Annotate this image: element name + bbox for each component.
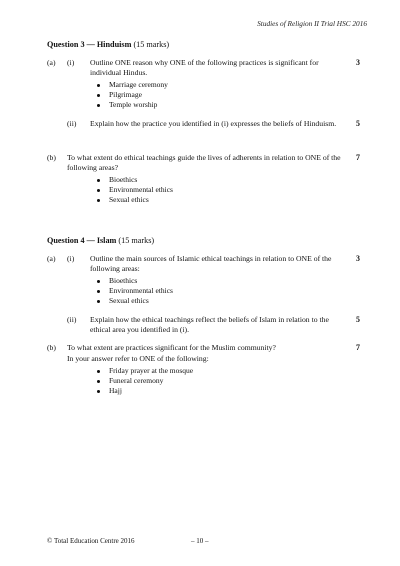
q4-a-ii-mark: 5 [356, 315, 360, 324]
list-item: Temple worship [96, 100, 168, 110]
q4-part-b-label: (b) [47, 343, 56, 352]
q3-a-ii-mark: 5 [356, 119, 360, 128]
list-item: Environmental ethics [96, 185, 173, 195]
list-item: Environmental ethics [96, 286, 173, 296]
q4-a-i-label: (i) [67, 254, 75, 263]
q4-a-i-text: Outline the main sources of Islamic ethical teachings in relation to ONE of the following areas: [90, 254, 332, 274]
q3-b-text: To what extent do ethical teachings guide the lives of adherents in relation to ONE of the following areas? [67, 153, 341, 173]
list-item: Bioethics [96, 175, 173, 185]
question-3-title: Question 3 — Hinduism [47, 40, 132, 49]
question-4-marks: (15 marks) [118, 236, 155, 245]
list-item: Marriage ceremony [96, 80, 168, 90]
q3-a-i-text: Outline ONE reason why ONE of the following practices is significant for individual Hindus. [90, 58, 319, 78]
list-item: Sexual ethics [96, 195, 173, 205]
q4-b-mark: 7 [356, 343, 360, 352]
list-item: Friday prayer at the mosque [96, 366, 193, 376]
page-number: – 10 – [191, 537, 209, 545]
q4-a-i-mark: 3 [356, 254, 360, 263]
q3-part-a-label: (a) [47, 58, 56, 67]
list-item: Hajj [96, 386, 193, 396]
q3-b-mark: 7 [356, 153, 360, 162]
q3-a-i-mark: 3 [356, 58, 360, 67]
q3-a-i-bullet-list [96, 80, 168, 111]
q4-a-ii-label: (ii) [67, 315, 77, 324]
list-item: Sexual ethics [96, 296, 173, 306]
q4-a-i-bullet-list [96, 276, 173, 307]
question-4-title: Question 4 — Islam [47, 236, 117, 245]
q4-b-text: To what extent are practices significant for the Muslim community? [67, 343, 276, 352]
q3-part-b-label: (b) [47, 153, 56, 162]
footer-copyright: © Total Education Centre 2016 [47, 537, 135, 545]
list-item: Bioethics [96, 276, 173, 286]
q4-b-instruction: In your answer refer to ONE of the following: [67, 354, 209, 363]
question-4-heading [47, 236, 154, 245]
q3-b-bullet-list [96, 175, 173, 206]
q4-a-ii-text: Explain how the ethical teachings reflect the beliefs of Islam in relation to the ethical area you identified in (i). [90, 315, 329, 335]
q3-a-ii-label: (ii) [67, 119, 77, 128]
list-item: Pilgrimage [96, 90, 168, 100]
running-head: Studies of Religion II Trial HSC 2016 [257, 19, 367, 28]
list-item: Funeral ceremony [96, 376, 193, 386]
q3-a-ii-text: Explain how the practice you identified in (i) expresses the beliefs of Hinduism. [90, 119, 337, 128]
question-3-marks: (15 marks) [133, 40, 170, 49]
q3-a-i-label: (i) [67, 58, 75, 67]
q4-part-a-label: (a) [47, 254, 56, 263]
question-3-heading [47, 40, 169, 49]
q4-b-bullet-list [96, 366, 193, 397]
